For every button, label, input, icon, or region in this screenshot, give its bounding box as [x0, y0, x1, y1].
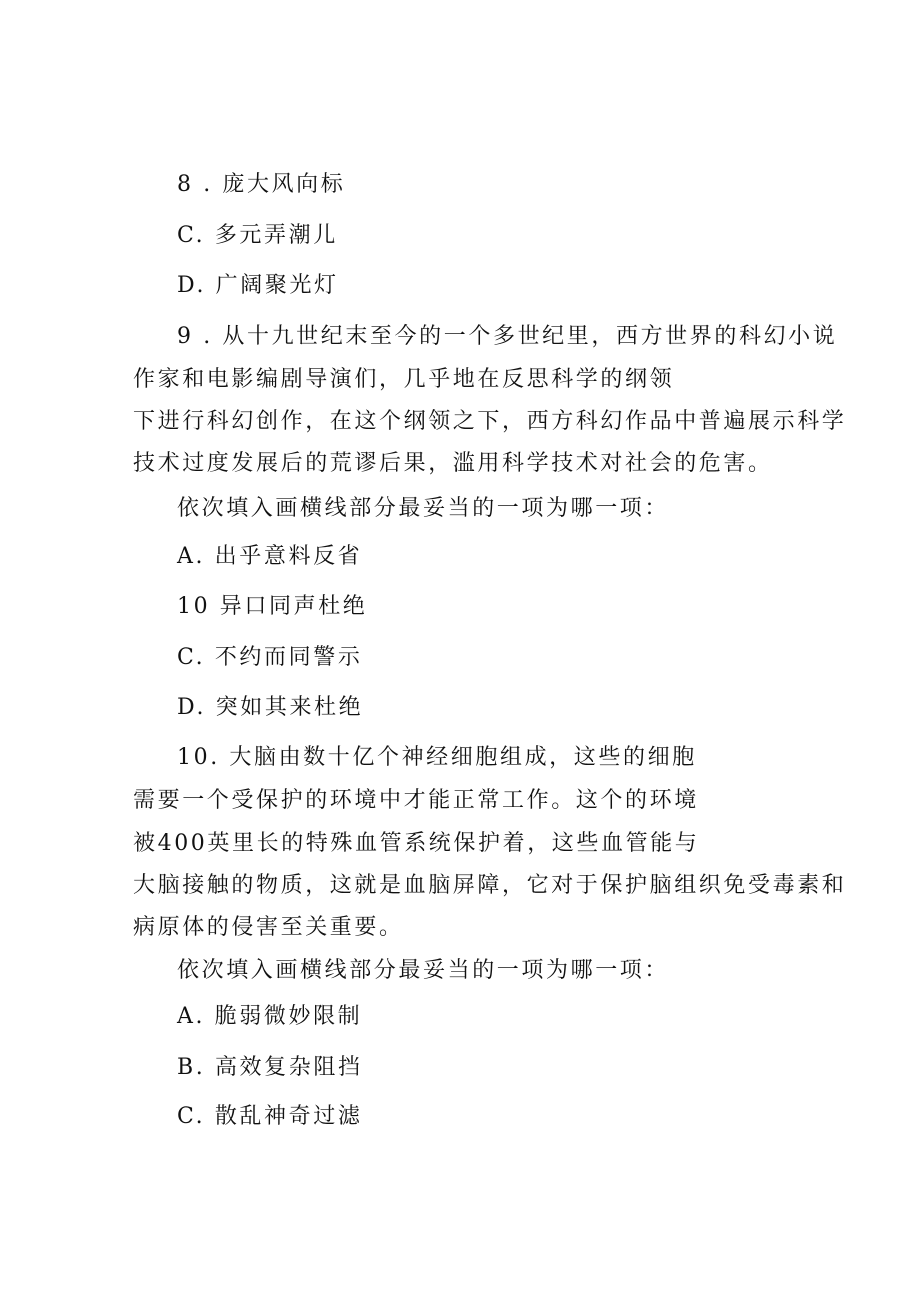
q9-text-line-2: 作家和电影编剧导演们，几乎地在反思科学的纲领	[133, 367, 675, 392]
q10-text-line-1: 10. 大脑由数十亿个神经细胞组成，这些的细胞	[177, 745, 697, 770]
q9-option-d: D. 突如其来杜绝	[177, 695, 364, 720]
q8-option-d: D. 广阔聚光灯	[177, 273, 339, 298]
q9-option-a: A. 出乎意料反省	[177, 544, 363, 569]
q10-text-line-4: 大脑接触的物质，这就是血脑屏障，它对于保护脑组织免受毒素和	[133, 873, 847, 898]
q10-text-line-2: 需要一个受保护的环境中才能正常工作。这个的环境	[133, 788, 699, 813]
q9-text-line-1: 9 . 从十九世纪末至今的一个多世纪里，西方世界的科幻小说	[177, 324, 838, 349]
q10-option-c: C. 散乱神奇过滤	[177, 1104, 363, 1129]
q10-prompt: 依次填入画横线部分最妥当的一项为哪一项：	[177, 958, 670, 983]
q9-option-c: C. 不约而同警示	[177, 645, 363, 670]
q8-option-b: 8 . 庞大风向标	[177, 172, 346, 197]
q8-option-c: C. 多元弄潮儿	[177, 223, 338, 248]
q10-text-line-5: 病原体的侵害至关重要。	[133, 915, 404, 940]
q9-text-line-3: 下进行科幻创作，在这个纲领之下，西方科幻作品中普遍展示科学	[133, 409, 847, 434]
q10-text-line-3: 被400英里长的特殊血管系统保护着，这些血管能与	[133, 831, 700, 856]
q9-prompt: 依次填入画横线部分最妥当的一项为哪一项：	[177, 496, 670, 521]
q9-text-line-4: 技术过度发展后的荒谬后果，滥用科学技术对社会的危害。	[133, 451, 773, 476]
q9-option-b: 10 异口同声杜绝	[177, 594, 368, 619]
q10-option-a: A. 脆弱微妙限制	[177, 1004, 363, 1029]
q10-option-b: B. 高效复杂阻挡	[177, 1055, 363, 1080]
